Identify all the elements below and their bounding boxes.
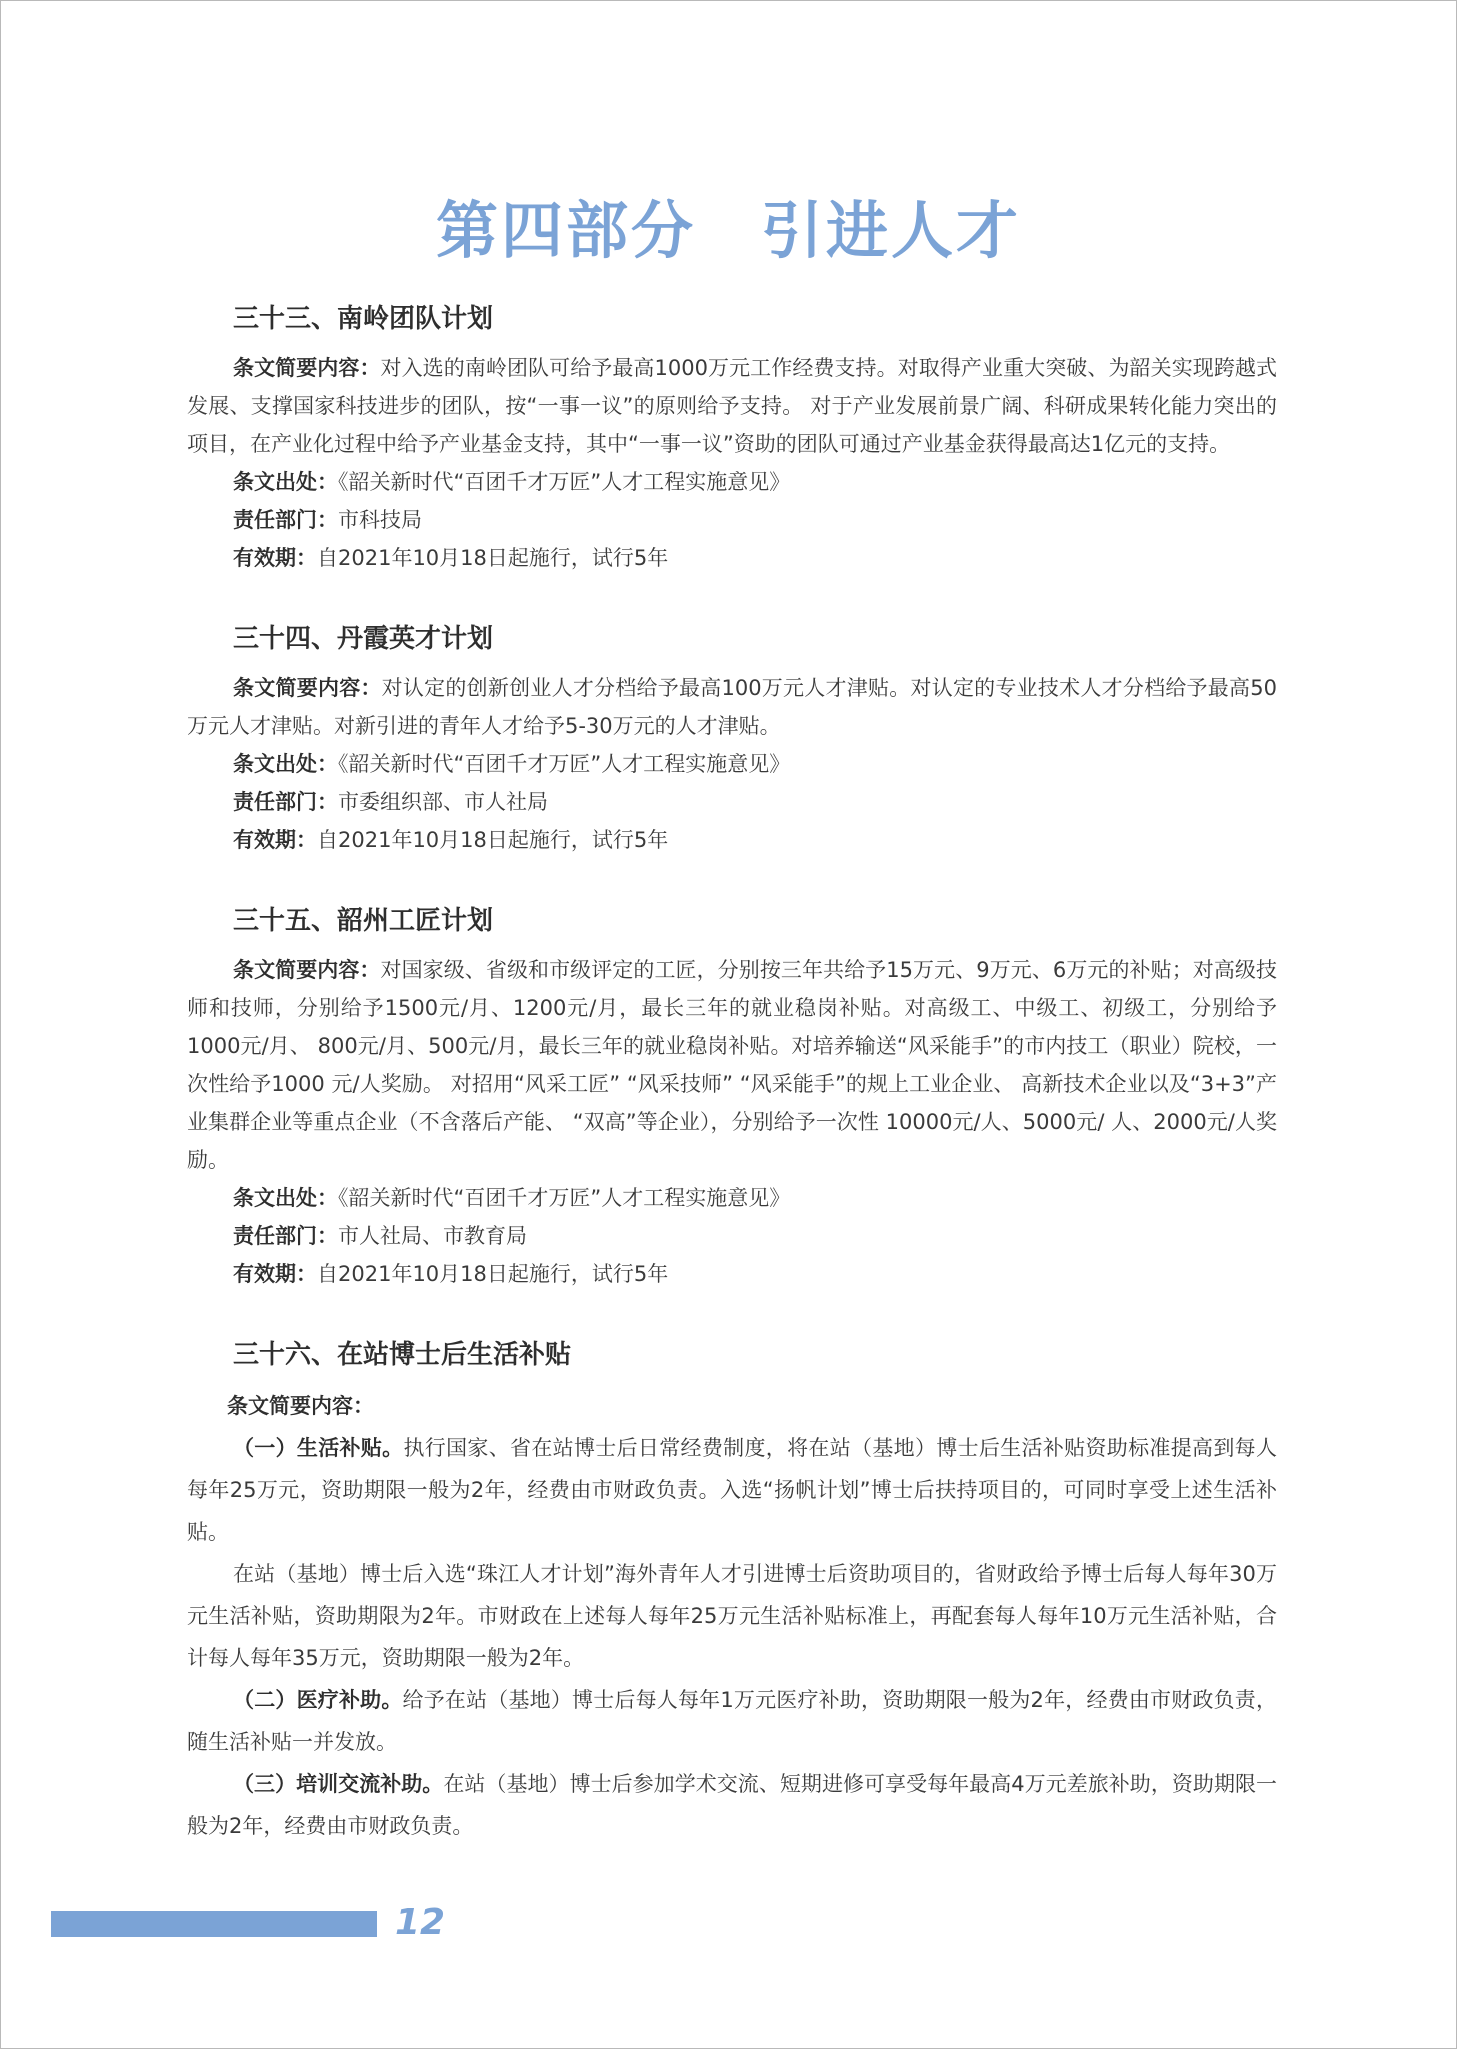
section-summary bbox=[187, 669, 1277, 745]
item-text: 在站（基地）博士后入选“珠江人才计划”海外青年人才引进博士后资助项目的，省财政给予博士后每人每年30万元生活补贴，资助期限为2年。市财政在上述每人每年25万元生活补贴标准上，再配套每人每年10万元生活补贴，合计每人每年35万元，资助期限一般为2年。 bbox=[187, 1562, 1277, 1670]
subsidy-item-living bbox=[187, 1427, 1277, 1553]
summary-text: 对认定的创新创业人才分档给予最高100万元人才津贴。对认定的专业技术人才分档给予最高50万元人才津贴。对新引进的青年人才给予5-30万元的人才津贴。 bbox=[187, 676, 1277, 738]
source-text: 《韶关新时代“百团千才万匠”人才工程实施意见》 bbox=[338, 752, 791, 776]
department-text: 市科技局 bbox=[338, 508, 422, 532]
item-head: （一）生活补贴。 bbox=[233, 1436, 404, 1460]
department-text: 市委组织部、市人社局 bbox=[338, 790, 548, 814]
source-text: 《韶关新时代“百团千才万匠”人才工程实施意见》 bbox=[338, 470, 791, 494]
department-label: 责任部门： bbox=[233, 508, 338, 532]
source-label: 条文出处： bbox=[233, 752, 338, 776]
page-content bbox=[187, 297, 1277, 1887]
subsidy-item-medical bbox=[187, 1679, 1277, 1763]
section-title: 三十五、韶州工匠计划 bbox=[233, 906, 494, 936]
subsidy-item-overseas bbox=[187, 1553, 1277, 1679]
validity-text: 自2021年10月18日起施行，试行5年 bbox=[317, 1262, 669, 1286]
section-source bbox=[233, 745, 1277, 783]
summary-label: 条文简要内容： bbox=[233, 676, 382, 700]
department-text: 市人社局、市教育局 bbox=[338, 1224, 527, 1248]
section-36 bbox=[187, 1333, 1277, 1847]
summary-text: 对入选的南岭团队可给予最高1000万元工作经费支持。对取得产业重大突破、为韶关实现跨越式发展、支撑国家科技进步的团队，按“一事一议”的原则给予支持。 对于产业发展前景广阔、科研成果转化能力突出的项目，在产业化过程中给予产业基金支持，其中“一事一议”资助的团队可通过产业基金获得最高达1亿元的支持。 bbox=[187, 356, 1277, 456]
department-label: 责任部门： bbox=[233, 790, 338, 814]
validity-text: 自2021年10月18日起施行，试行5年 bbox=[317, 546, 669, 570]
section-department bbox=[233, 501, 1277, 539]
validity-label: 有效期： bbox=[233, 1262, 317, 1286]
summary-label: 条文简要内容： bbox=[227, 1394, 374, 1418]
source-label: 条文出处： bbox=[233, 470, 338, 494]
section-summary bbox=[187, 349, 1277, 463]
summary-label: 条文简要内容： bbox=[233, 356, 381, 380]
subsidy-item-training bbox=[187, 1763, 1277, 1847]
summary-label: 条文简要内容： bbox=[233, 958, 381, 982]
section-validity bbox=[233, 1255, 1277, 1293]
item-text: 执行国家、省在站博士后日常经费制度，将在站（基地）博士后生活补贴资助标准提高到每人每年25万元，资助期限一般为2年，经费由市财政负责。入选“扬帆计划”博士后扶持项目的，可同时享受上述生活补贴。 bbox=[187, 1436, 1277, 1544]
item-head: （二）医疗补助。 bbox=[233, 1688, 403, 1712]
section-source bbox=[233, 463, 1277, 501]
section-source bbox=[233, 1179, 1277, 1217]
item-text: 在站（基地）博士后参加学术交流、短期进修可享受每年最高4万元差旅补助，资助期限一般为2年，经费由市财政负责。 bbox=[187, 1772, 1278, 1838]
section-35 bbox=[187, 899, 1277, 1293]
section-title: 三十四、丹霞英才计划 bbox=[233, 624, 494, 654]
validity-label: 有效期： bbox=[233, 828, 317, 852]
section-validity bbox=[233, 821, 1277, 859]
section-title: 三十三、南岭团队计划 bbox=[233, 304, 494, 334]
footer-accent-bar bbox=[51, 1911, 377, 1937]
validity-label: 有效期： bbox=[233, 546, 317, 570]
department-label: 责任部门： bbox=[233, 1224, 338, 1248]
section-department bbox=[233, 783, 1277, 821]
validity-text: 自2021年10月18日起施行，试行5年 bbox=[317, 828, 669, 852]
section-33 bbox=[187, 297, 1277, 577]
item-text: 给予在站（基地）博士后每人每年1万元医疗补助，资助期限一般为2年，经费由市财政负责，随生活补贴一并发放。 bbox=[187, 1688, 1277, 1754]
section-title: 三十六、在站博士后生活补贴 bbox=[233, 1340, 572, 1370]
page-number: 12 bbox=[395, 1902, 446, 1943]
section-department bbox=[233, 1217, 1277, 1255]
summary-text: 对国家级、省级和市级评定的工匠，分别按三年共给予15万元、9万元、6万元的补贴；对高级技师和技师，分别给予1500元/月、1200元/月，最长三年的就业稳岗补贴。对高级工、中级工、初级工，分别给予1000元/月、 800元/月、500元/月，最长三年的就业稳岗补贴。对培养输送“风采能手”的市内技工（职业）院校，一次性给予1000 元/人奖励。 对招用“风采工匠” “风采技师” “风采能手”的规上工业企业、 高新技术企业以及“3+3”产业集群企业等重点企业（不含落后产能、 “双高”等企业），分别给予一次性 10000元/人、5000元/ 人、2000元/人奖励。 bbox=[187, 958, 1277, 1172]
section-validity bbox=[233, 539, 1277, 577]
page-title: 第四部分 引进人才 bbox=[435, 194, 1021, 267]
source-label: 条文出处： bbox=[233, 1186, 338, 1210]
section-summary bbox=[187, 951, 1277, 1179]
source-text: 《韶关新时代“百团千才万匠”人才工程实施意见》 bbox=[338, 1186, 791, 1210]
item-head: （三）培训交流补助。 bbox=[233, 1772, 444, 1796]
section-34 bbox=[187, 617, 1277, 859]
